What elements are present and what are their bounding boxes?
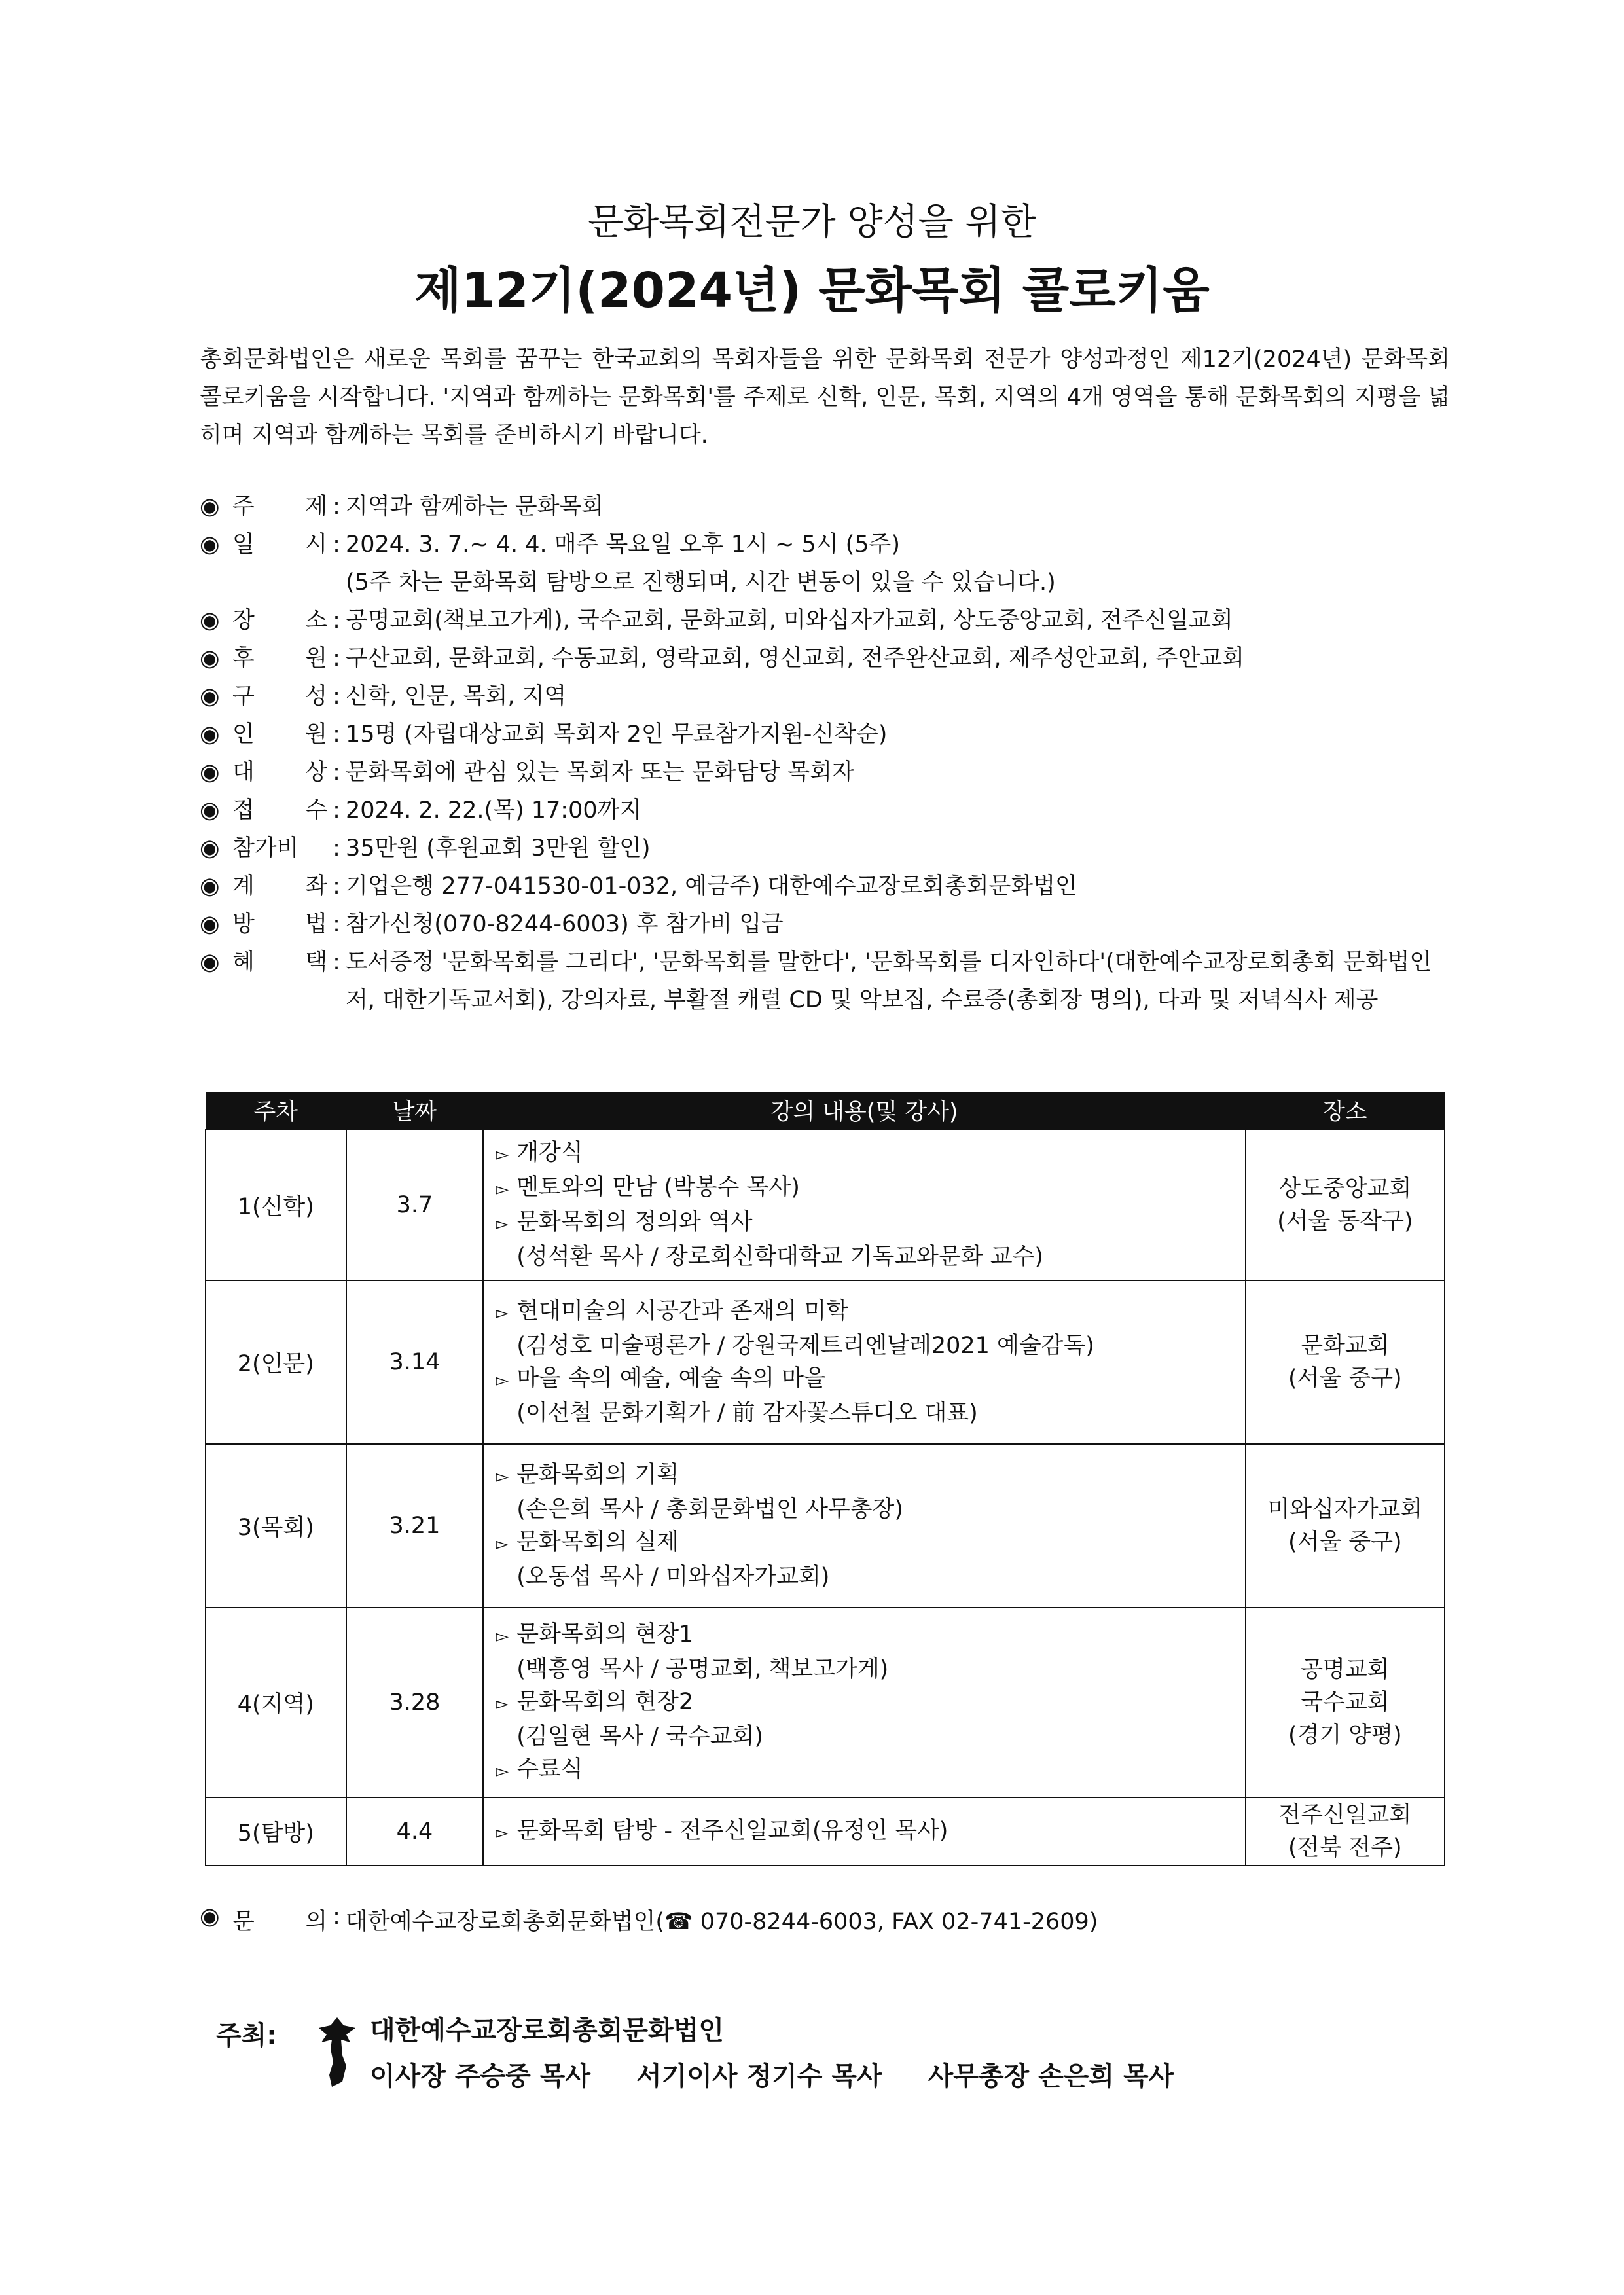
colon: :: [333, 494, 340, 520]
bullet-mark: ◉: [200, 1904, 220, 1930]
host-secretary: 서기이사 정기수 목사: [636, 2061, 882, 2091]
lecture-line: ▻ 마을 속의 예술, 예술 속의 마을: [496, 1362, 1233, 1397]
colon: :: [333, 645, 340, 672]
triangle-bullet-icon: ▻: [496, 1534, 509, 1554]
info-item: [200, 943, 1450, 1019]
colon: :: [333, 532, 340, 558]
place-line: (서울 중구): [1288, 1365, 1402, 1392]
place-line: 문화교회: [1301, 1333, 1390, 1359]
table-row: [206, 1798, 1445, 1866]
lecture-line: ▻ 문화목회의 실제: [496, 1526, 1233, 1561]
info-label: 후 원: [232, 645, 327, 672]
triangle-bullet-icon: ▻: [496, 1693, 509, 1714]
lecture-line: ▻ 문화목회의 정의와 역사: [496, 1206, 1233, 1240]
info-value: 기업은행 277-041530-01-032, 예금주) 대한예수교장로회총회문화법인: [346, 873, 1077, 899]
header-week: 주차: [206, 1092, 346, 1129]
bullet-mark: ◉: [200, 797, 220, 823]
lecturer-line: (손은희 목사 / 총회문화법인 사무총장): [516, 1496, 904, 1523]
week-cell: 4(지역): [206, 1608, 346, 1798]
place-line: 상도중앙교회: [1278, 1175, 1412, 1202]
date-cell: 3.14: [346, 1280, 484, 1444]
lecturer-line: (이선철 문화기획가 / 前 감자꽃스튜디오 대표): [516, 1400, 978, 1426]
bullet-mark: ◉: [200, 532, 220, 558]
contact-label: 문 의: [232, 1909, 327, 1935]
lecturer-line: (오동섭 목사 / 미와십자가교회): [516, 1564, 830, 1590]
table-row: [206, 1129, 1445, 1280]
content-cell: [483, 1280, 1245, 1444]
info-item: [200, 715, 1450, 753]
triangle-bullet-icon: ▻: [496, 1145, 509, 1165]
info-note: (5주 차는 문화목회 탐방으로 진행되며, 시간 변동이 있을 수 있습니다.): [346, 569, 1056, 596]
date-cell: 3.28: [346, 1608, 484, 1798]
info-label: 방 법: [232, 911, 327, 937]
info-label: 계 좌: [232, 873, 327, 899]
triangle-bullet-icon: ▻: [496, 1626, 509, 1646]
info-item: [200, 488, 1450, 526]
date-cell: 3.21: [346, 1444, 484, 1608]
triangle-bullet-icon: ▻: [496, 1303, 509, 1323]
info-item: [200, 791, 1450, 829]
organization-logo-icon: [317, 2016, 357, 2088]
host-general-secretary: 사무총장 손은희 목사: [928, 2061, 1174, 2091]
info-value: 공명교회(책보고가게), 국수교회, 문화교회, 미와십자가교회, 상도중앙교회, 전주신일교회: [346, 607, 1233, 634]
content-cell: [483, 1129, 1245, 1280]
place-cell: [1246, 1280, 1445, 1444]
colon: :: [333, 607, 340, 634]
header-content: 강의 내용(및 강사): [483, 1092, 1245, 1129]
place-cell: [1246, 1798, 1445, 1866]
bullet-mark: ◉: [200, 873, 220, 899]
table-row: [206, 1444, 1445, 1608]
bullet-mark: ◉: [200, 607, 220, 634]
lecture-line: ▻ 문화목회의 현장1: [496, 1618, 1233, 1653]
bullet-mark: ◉: [200, 835, 220, 861]
bullet-mark: ◉: [200, 759, 220, 786]
colon: :: [333, 683, 340, 710]
info-value: 2024. 2. 22.(목) 17:00까지: [346, 797, 642, 823]
info-item: [200, 829, 1450, 867]
lecturer-line: (김성호 미술평론가 / 강원국제트리엔날레2021 예술감독): [516, 1333, 1094, 1359]
content-cell: [483, 1608, 1245, 1798]
info-value: 참가신청(070-8244-6003) 후 참가비 입금: [346, 911, 784, 937]
host-chairman: 이사장 주승중 목사: [370, 2061, 590, 2091]
info-list: [200, 488, 1450, 1019]
colon: :: [333, 873, 340, 899]
colon: :: [333, 1904, 340, 1930]
date-cell: 3.7: [346, 1129, 484, 1280]
contact-line: [200, 1904, 1450, 1936]
bullet-mark: ◉: [200, 949, 220, 975]
colon: :: [333, 835, 340, 861]
date-cell: 4.4: [346, 1798, 484, 1866]
triangle-bullet-icon: ▻: [496, 1822, 509, 1843]
week-cell: 2(인문): [206, 1280, 346, 1444]
lecture-line: ▻ 멘토와의 만남 (박봉수 목사): [496, 1171, 1233, 1206]
info-value: 도서증정 '문화목회를 그리다', '문화목회를 말한다', '문화목회를 디자인하다'(대한예수교장로회총회 문화법인 저, 대한기독교서회), 강의자료, 부활절 캐럴 CD 및 악보집, 수료증(총회장 명의), 다과 및 저녁식사 제공: [346, 949, 1432, 1013]
triangle-bullet-icon: ▻: [496, 1180, 509, 1199]
week-cell: 3(목회): [206, 1444, 346, 1608]
triangle-bullet-icon: ▻: [496, 1371, 509, 1390]
host-organization: 대한예수교장로회총회문화법인: [370, 2015, 724, 2046]
colon: :: [333, 949, 340, 975]
content-cell: [483, 1444, 1245, 1608]
place-line: (서울 동작구): [1277, 1208, 1413, 1235]
table-header-row: [206, 1092, 1445, 1129]
lecturer-line: (김일현 목사 / 국수교회): [516, 1723, 764, 1750]
lecture-line: ▻ 문화목회의 현장2: [496, 1686, 1233, 1720]
header-place: 장소: [1246, 1092, 1445, 1129]
intro-paragraph: 총회문화법인은 새로운 목회를 꿈꾸는 한국교회의 목회자들을 위한 문화목회 전문가 양성과정인 제12기(2024년) 문화목회 콜로키움을 시작합니다. '지역과 함께하는 문화목회'를 주제로 신학, 인문, 목회, 지역의 4개 영역을 통해 문화목회의 지평을 넓히며 지역과 함께하는 목회를 준비하시기 바랍니다.: [200, 346, 1450, 448]
host-label: 주최:: [216, 2021, 278, 2051]
info-item: [200, 526, 1450, 564]
lecture-line: ▻ 개강식: [496, 1136, 1233, 1171]
info-item: [200, 678, 1450, 715]
info-label: 접 수: [232, 797, 327, 823]
info-item: [200, 640, 1450, 678]
subtitle: 문화목회전문가 양성을 위한: [588, 201, 1036, 244]
place-cell: [1246, 1608, 1445, 1798]
info-label: 혜 택: [232, 949, 327, 975]
place-line: (서울 중구): [1288, 1529, 1402, 1555]
place-line: 미와십자가교회: [1267, 1496, 1423, 1523]
host-people: [370, 2055, 1174, 2093]
info-label: 참가비: [232, 835, 299, 861]
info-label: 인 원: [232, 721, 327, 748]
triangle-bullet-icon: ▻: [496, 1467, 509, 1487]
place-line: (경기 양평): [1288, 1722, 1402, 1748]
place-line: 전주신일교회: [1278, 1802, 1412, 1828]
info-value: 신학, 인문, 목회, 지역: [346, 683, 567, 710]
table-row: [206, 1280, 1445, 1444]
place-cell: [1246, 1444, 1445, 1608]
contact-value: 대한예수교장로회총회문화법인(☎ 070-8244-6003, FAX 02-741-2609): [346, 1909, 1098, 1935]
info-value: 구산교회, 문화교회, 수동교회, 영락교회, 영신교회, 전주완산교회, 제주성안교회, 주안교회: [346, 645, 1244, 672]
triangle-bullet-icon: ▻: [496, 1761, 509, 1781]
bullet-mark: ◉: [200, 645, 220, 672]
info-label: 구 성: [232, 683, 327, 710]
bullet-mark: ◉: [200, 494, 220, 520]
info-label: 장 소: [232, 607, 327, 634]
content-cell: [483, 1798, 1245, 1866]
lecture-line: ▻ 현대미술의 시공간과 존재의 미학: [496, 1295, 1233, 1329]
week-cell: 1(신학): [206, 1129, 346, 1280]
bullet-mark: ◉: [200, 721, 220, 748]
info-item: [200, 753, 1450, 791]
place-cell: [1246, 1129, 1445, 1280]
colon: :: [333, 759, 340, 786]
header-date: 날짜: [346, 1092, 484, 1129]
info-value: 지역과 함께하는 문화목회: [346, 494, 604, 520]
info-label: 일 시: [232, 532, 327, 558]
schedule-table: [205, 1092, 1445, 1866]
info-value: 15명 (자립대상교회 목회자 2인 무료참가지원-신착순): [346, 721, 888, 748]
week-cell: 5(탐방): [206, 1798, 346, 1866]
colon: :: [333, 721, 340, 748]
lecture-line: ▻ 수료식: [496, 1753, 1233, 1788]
place-line: 국수교회: [1301, 1690, 1390, 1716]
colon: :: [333, 911, 340, 937]
lecture-line: ▻ 문화목회 탐방 - 전주신일교회(유정인 목사): [496, 1815, 1233, 1849]
info-value: 문화목회에 관심 있는 목회자 또는 문화담당 목회자: [346, 759, 854, 786]
place-line: (전북 전주): [1288, 1835, 1402, 1861]
info-value: 2024. 3. 7.~ 4. 4. 매주 목요일 오후 1시 ~ 5시 (5주): [346, 532, 901, 558]
bullet-mark: ◉: [200, 911, 220, 937]
place-line: 공명교회: [1301, 1657, 1390, 1683]
lecturer-line: (성석환 목사 / 장로회신학대학교 기독교와문화 교수): [516, 1244, 1043, 1270]
colon: :: [333, 797, 340, 823]
page-title: 제12기(2024년) 문화목회 콜로키움: [414, 262, 1210, 319]
info-label: 대 상: [232, 759, 327, 786]
lecturer-line: (백흥영 목사 / 공명교회, 책보고가게): [516, 1655, 889, 1682]
table-row: [206, 1608, 1445, 1798]
info-label: 주 제: [232, 494, 327, 520]
info-item: [200, 905, 1450, 943]
info-value: 35만원 (후원교회 3만원 할인): [346, 835, 651, 861]
lecture-line: ▻ 문화목회의 기획: [496, 1458, 1233, 1493]
info-item: [200, 602, 1450, 640]
bullet-mark: ◉: [200, 683, 220, 710]
info-item: [200, 867, 1450, 905]
triangle-bullet-icon: ▻: [496, 1214, 509, 1234]
